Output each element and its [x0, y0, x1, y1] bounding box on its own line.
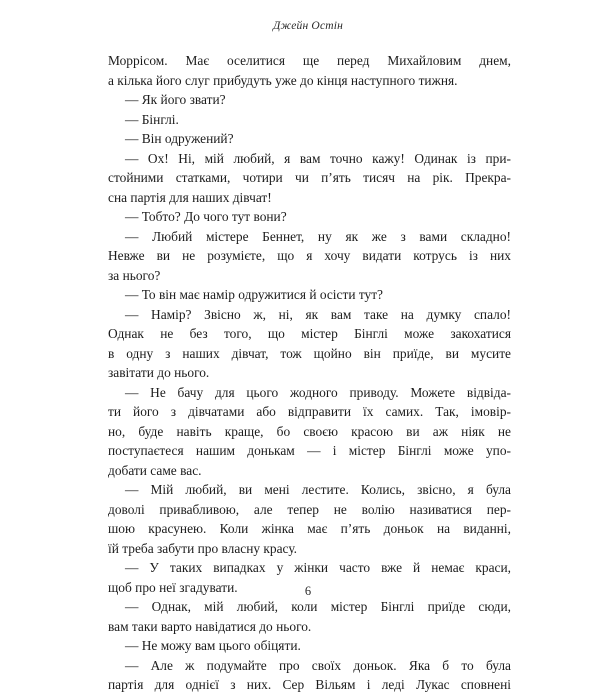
- text-line: шою красунею. Коли жінка має п’ять доньок на виданні,: [108, 521, 511, 536]
- text-line: щоб про неї згадувати.: [108, 579, 238, 595]
- text-line: — Тобто? До чого тут вони?: [125, 209, 287, 224]
- paragraph: [108, 383, 511, 481]
- text-line: Невже ви не розумієте, що я хочу видати котрусь із них: [108, 248, 511, 263]
- text-line: їй треба забути про власну красу.: [108, 540, 298, 556]
- text-line: партія для однієї з них. Сер Вільям і леді Лукас сповнені: [108, 677, 511, 692]
- text-line: Моррісом. Має оселитися ще перед Михайловим днем,: [108, 53, 511, 68]
- paragraph: [108, 51, 511, 90]
- paragraph: [108, 656, 511, 695]
- paragraph: [108, 636, 511, 656]
- paragraph: [108, 149, 511, 208]
- paragraph: [108, 129, 511, 149]
- paragraph: [108, 207, 511, 227]
- text-line: стойними статками, чотири чи п’ять тисяч на рік. Прекра-: [108, 170, 511, 185]
- page-number: 6: [304, 584, 312, 598]
- text-line: — У таких випадках у жінки часто вже й немає краси,: [125, 560, 511, 575]
- text-line: в одну з наших дівчат, тож щойно він приїде, ви мусите: [108, 345, 511, 361]
- text-line: доволі привабливою, але тепер не волію називатися пер-: [108, 501, 511, 517]
- text-line: а кілька його слуг прибудуть уже до кінця наступного тижня.: [108, 72, 458, 88]
- text-line: — Ох! Ні, мій любий, я вам точно кажу! Одинак із при-: [125, 150, 511, 166]
- text-line: — Намір? Звісно ж, ні, як вам таке на думку спало!: [125, 306, 511, 322]
- text-line: поступаєтеся нашим донькам — і містер Бінглі може упо-: [108, 443, 511, 458]
- paragraph: [108, 305, 511, 383]
- text-line: — Бінглі.: [125, 111, 179, 127]
- paragraph: [108, 480, 511, 558]
- running-head: Джейн Остін: [272, 20, 344, 32]
- paragraph: [108, 110, 511, 130]
- text-line: — Любий містере Беннет, ну як же з вами складно!: [125, 228, 511, 244]
- text-line: — Як його звати?: [125, 92, 226, 107]
- text-line: но, буде навіть краще, бо своєю красою ви аж ніяк не: [108, 423, 511, 439]
- text-line: — Але ж подумайте про своїх доньок. Яка б то була: [125, 657, 511, 673]
- text-line: — Однак, мій любий, коли містер Бінглі приїде сюди,: [125, 599, 511, 614]
- text-line: — Не бачу для цього жодного приводу. Можете відвіда-: [125, 384, 511, 400]
- text-line: Однак не без того, що містер Бінглі може закохатися: [108, 326, 511, 341]
- text-line: — Не можу вам цього обіцяти.: [125, 638, 301, 653]
- text-line: ти його з дівчатами або відправити їх самих. Так, імовір-: [108, 404, 511, 419]
- text-line: — Він одружений?: [125, 131, 234, 146]
- paragraph: [108, 90, 511, 110]
- paragraph: [108, 597, 511, 636]
- text-line: добати саме вас.: [108, 462, 202, 478]
- text-line: — То він має намір одружитися й осісти тут?: [125, 287, 384, 302]
- paragraph: [108, 285, 511, 305]
- text-line: сна партія для наших дівчат!: [108, 189, 272, 205]
- text-line: за нього?: [108, 267, 161, 283]
- text-line: — Мій любий, ви мені лестите. Колись, звісно, я була: [125, 482, 511, 497]
- text-line: завітати до нього.: [108, 365, 210, 380]
- paragraph: [108, 227, 511, 286]
- text-line: вам таки варто навідатися до нього.: [108, 618, 312, 634]
